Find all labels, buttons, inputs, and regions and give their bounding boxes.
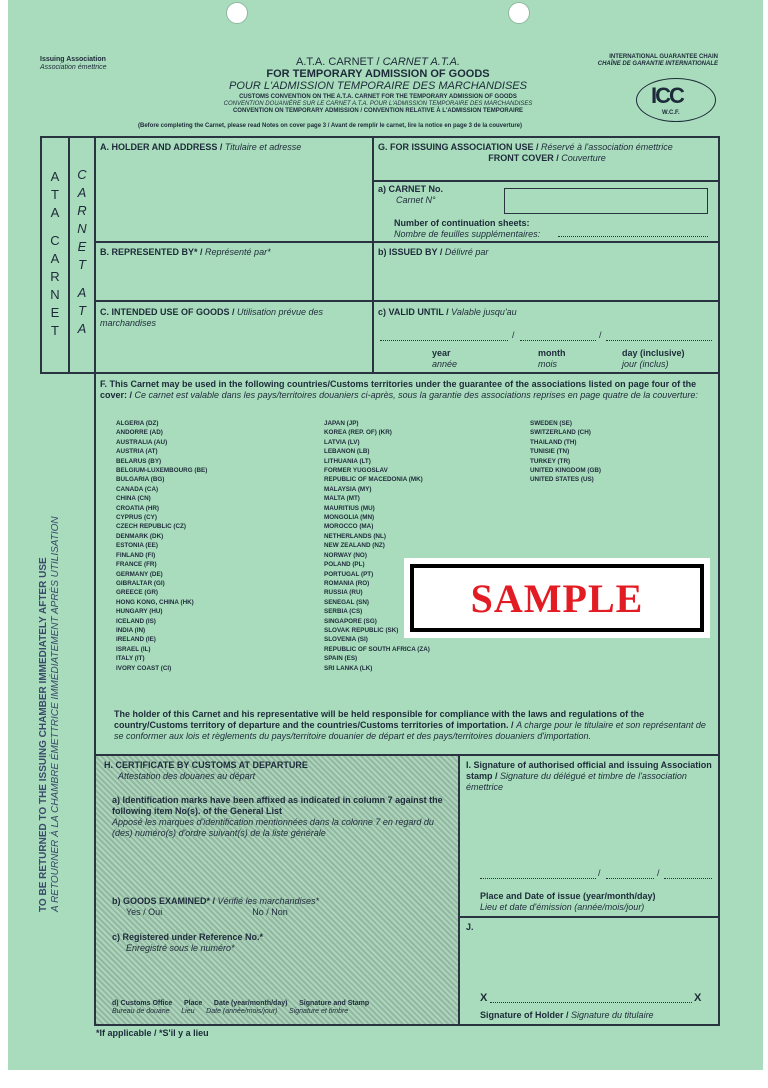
carnet-number-label: a) CARNET No. Carnet N°: [378, 184, 443, 205]
country-item: SERBIA (CS): [324, 608, 363, 616]
place-date-issue-label: Place and Date of issue (year/month/day) Lieu et date d'émission (année/mois/jour): [480, 891, 656, 912]
country-item: GIBRALTAR (GI): [116, 579, 165, 587]
customs-item-b: b) GOODS EXAMINED* / Vérifié les marchandises* Yes / Oui No / Non: [112, 896, 320, 917]
country-item: ISRAEL (IL): [116, 645, 151, 653]
sample-stamp: SAMPLE: [404, 558, 710, 638]
country-item: CROATIA (HR): [116, 504, 160, 512]
carnet-page: [8, 0, 763, 1070]
frame-left-line: [40, 136, 42, 374]
country-item: UNITED STATES (US): [530, 476, 594, 484]
customs-item-d: d) Customs Office Place Date (year/month/day) Signature and Stamp Bureau de douane Lieu Date (année/mois/jour) Signature et timbre: [112, 1000, 370, 1015]
country-item: IRELAND (IE): [116, 636, 156, 644]
country-item: SLOVAK REPUBLIC (SK): [324, 626, 399, 634]
country-item: BELGIUM-LUXEMBOURG (BE): [116, 467, 208, 475]
country-item: BULGARIA (BG): [116, 476, 165, 484]
country-item: MONGOLIA (MN): [324, 514, 375, 522]
country-item: ANDORRE (AD): [116, 429, 163, 437]
country-item: SWITZERLAND (CH): [530, 429, 591, 437]
country-item: SLOVENIA (SI): [324, 636, 368, 644]
frame-bottom-line: [94, 1024, 720, 1026]
issue-day-field[interactable]: [664, 878, 712, 879]
carnet-ata-vertical-right: C A R N E T A T A: [77, 167, 87, 336]
letter-column-divider: [68, 136, 70, 374]
section-g-label: G. FOR ISSUING ASSOCIATION USE / Réservé à l'association émettrice FRONT COVER / Couverture: [378, 142, 673, 163]
country-item: FRANCE (FR): [116, 561, 157, 569]
c-bottom-line: [40, 372, 720, 374]
customs-item-c: c) Registered under Reference No.* Enregistré sous le numéro*: [112, 932, 264, 953]
frame-right-line: [718, 136, 720, 1026]
j-top-line: [458, 916, 720, 918]
country-item: LEBANON (LB): [324, 448, 370, 456]
if-applicable-footnote: *If applicable / *S'il y a lieu: [96, 1028, 209, 1038]
countries-intro: F. This Carnet may be used in the following countries/Customs territories under the guarantee of the associations listed on page four of the cover: / Ce carnet est valable dans les pays/territoires douaniers ci-après, sous la garantie des associations reprises en page quatre de la couverture:: [100, 379, 698, 400]
g-bottom-line: [372, 180, 720, 182]
section-i-signature: I. Signature of authorised official and issuing Association stamp / Signature du délégué et timbre de l'association émettrice: [466, 760, 712, 792]
country-item: ROMANIA (RO): [324, 579, 370, 587]
country-item: SPAIN (ES): [324, 655, 358, 663]
country-item: MAURITIUS (MU): [324, 504, 375, 512]
issue-slash-2: /: [657, 868, 660, 878]
valid-until-label: c) VALID UNTIL / Valable jusqu'au: [378, 307, 517, 317]
country-item: SWEDEN (SE): [530, 420, 572, 427]
country-item: MALAYSIA (MY): [324, 485, 372, 493]
b-bottom-line: [94, 300, 720, 302]
country-item: AUSTRIA (AT): [116, 448, 158, 456]
country-item: ALGERIA (DZ): [116, 420, 159, 427]
country-item: PORTUGAL (PT): [324, 570, 374, 578]
country-item: IVORY COAST (CI): [116, 664, 172, 672]
issued-by-label: b) ISSUED BY / Délivré par: [378, 247, 489, 257]
country-item: MOROCCO (MA): [324, 523, 374, 531]
holder-signature-field[interactable]: [490, 1002, 692, 1003]
country-item: SINGAPORE (SG): [324, 617, 377, 625]
country-item: BELARUS (BY): [116, 457, 162, 465]
country-item: RUSSIA (RU): [324, 589, 363, 597]
country-item: LITHUANIA (LT): [324, 457, 371, 465]
country-item: SRI LANKA (LK): [324, 664, 373, 672]
section-h-customs-departure: H. CERTIFICATE BY CUSTOMS AT DEPARTURE Attestation des douanes au départ: [104, 760, 308, 781]
valid-month-field[interactable]: [520, 340, 596, 341]
guarantee-chain-label: INTERNATIONAL GUARANTEE CHAIN CHAÎNE DE GARANTIE INTERNATIONALE: [597, 54, 718, 67]
country-item: MALTA (MT): [324, 495, 360, 503]
section-a-label: A. HOLDER AND ADDRESS / Titulaire et adresse: [100, 142, 302, 152]
country-item: HUNGARY (HU): [116, 608, 163, 616]
country-item: FORMER YUGOSLAV: [324, 467, 388, 475]
country-item: ITALY (IT): [116, 655, 145, 663]
section-divider: [372, 136, 374, 374]
country-item: NORWAY (NO): [324, 551, 367, 559]
country-item: REPUBLIC OF MACEDONIA (MK): [324, 476, 423, 484]
continuation-sheets-label: Number of continuation sheets: Nombre de feuilles supplémentaires:: [394, 218, 541, 239]
before-completing-note: (Before completing the Carnet, please read Notes on cover page 3 / Avant de remplir le carnet, lire la notice en page 3 de la couverture): [138, 123, 523, 129]
punch-hole-left: [226, 2, 248, 24]
country-item: CHINA (CN): [116, 495, 151, 503]
country-item: REPUBLIC OF SOUTH AFRICA (ZA): [324, 645, 430, 653]
country-item: GREECE (GR): [116, 589, 158, 597]
country-item: CYPRUS (CY): [116, 514, 157, 522]
carnet-title: A.T.A. CARNET / CARNET A.T.A. FOR TEMPORARY ADMISSION OF GOODS POUR L'ADMISSION TEMPORAIRE DES MARCHANDISES CUSTOMS CONVENTION ON THE A.T.A. CARNET FOR THE TEMPORARY ADMISSION OF GOODS CONVENTION DOUANIÈRE SUR LE CARNET A.T.A. POUR L'ADMISSION TEMPORAIRE DES MARCHANDISES CONVENTION ON TEMPORARY ADMISSION / CONVENTION RELATIVE À L'ADMISSION TEMPORAIRE: [223, 56, 533, 114]
carnet-number-field[interactable]: [504, 188, 708, 214]
issue-slash-1: /: [598, 868, 601, 878]
country-item: HONG KONG, CHINA (HK): [116, 598, 194, 606]
country-item: KOREA (REP. OF) (KR): [324, 429, 392, 437]
country-item: ESTONIA (EE): [116, 542, 158, 550]
issue-place-field[interactable]: [480, 878, 596, 879]
section-b-label: B. REPRESENTED BY* / Représenté par*: [100, 247, 271, 257]
country-item: CZECH REPUBLIC (CZ): [116, 523, 186, 531]
section-j-label: J.: [466, 922, 474, 932]
issuing-association-label: Issuing Association Association émettrice: [40, 56, 107, 71]
punch-hole-right: [508, 2, 530, 24]
a-bottom-line: [94, 241, 720, 243]
country-item: NEW ZEALAND (NZ): [324, 542, 385, 550]
holder-responsibility-note: The holder of this Carnet and his representative will be held responsible for compliance with the laws and regulations of the country/Customs territory of departure and the countries/Customs territories of importation. / A charge pour le titulaire et son représentant de se conformer aux lois et règlements du pays/territoire douanier de départ et des pays/territoires douaniers d'importation.: [114, 709, 706, 741]
country-item: UNITED KINGDOM (GB): [530, 467, 602, 475]
valid-day-field[interactable]: [606, 340, 712, 341]
country-item: FINLAND (FI): [116, 551, 156, 559]
section-c-label: C. INTENDED USE OF GOODS / Utilisation prévue des marchandises: [100, 307, 324, 328]
signature-x-right: X: [694, 992, 702, 1004]
ata-carnet-vertical-left: A T A C A R N E T: [50, 169, 60, 338]
lower-section-divider: [458, 754, 460, 1026]
frame-top-line: [40, 136, 720, 138]
continuation-sheets-field[interactable]: [558, 236, 708, 237]
country-item: LATVIA (LV): [324, 438, 360, 446]
country-item: DENMARK (DK): [116, 532, 164, 540]
country-item: THAILAND (TH): [530, 438, 577, 446]
issue-month-field[interactable]: [606, 878, 654, 879]
signature-x-left: X: [480, 992, 488, 1004]
date-slash-1: /: [512, 330, 515, 340]
country-item: CANADA (CA): [116, 485, 159, 493]
return-instruction-vertical: TO BE RETURNED TO THE ISSUING CHAMBER IMMEDIATELY AFTER USE A RETOURNER À LA CHAMBRE ÉMETTRICE IMMÉDIATEMENT APRÈS UTILISATION: [38, 516, 61, 912]
country-item: TUNISIE (TN): [530, 448, 570, 456]
country-item: SENEGAL (SN): [324, 598, 370, 606]
country-item: GERMANY (DE): [116, 570, 163, 578]
icc-wcf-logo: ICC W.C.F.: [636, 78, 716, 122]
country-item: NETHERLANDS (NL): [324, 532, 386, 540]
countries-column-1: [116, 419, 207, 673]
valid-year-field[interactable]: [380, 340, 508, 341]
date-slash-2: /: [599, 330, 602, 340]
country-item: JAPAN (JP): [324, 420, 359, 427]
day-label: day (inclusive) jour (inclus): [622, 348, 685, 369]
holder-signature-label: Signature of Holder / Signature du titulaire: [480, 1010, 654, 1020]
country-item: POLAND (PL): [324, 561, 365, 569]
month-label: month mois: [538, 348, 566, 369]
country-item: TURKEY (TR): [530, 457, 571, 465]
country-item: ICELAND (IS): [116, 617, 156, 625]
customs-item-a: a) Identification marks have been affixed as indicated in column 7 against the following item No(s). of the General List Apposé les marques d'identification mentionnées dans la colonne 7 en regard du (des) numéro(s) d'ordre suivant(s) de la liste générale: [112, 795, 443, 838]
country-item: INDIA (IN): [116, 626, 146, 634]
country-item: AUSTRALIA (AU): [116, 438, 168, 446]
countries-column-3: [530, 419, 601, 485]
year-label: year année: [432, 348, 458, 369]
